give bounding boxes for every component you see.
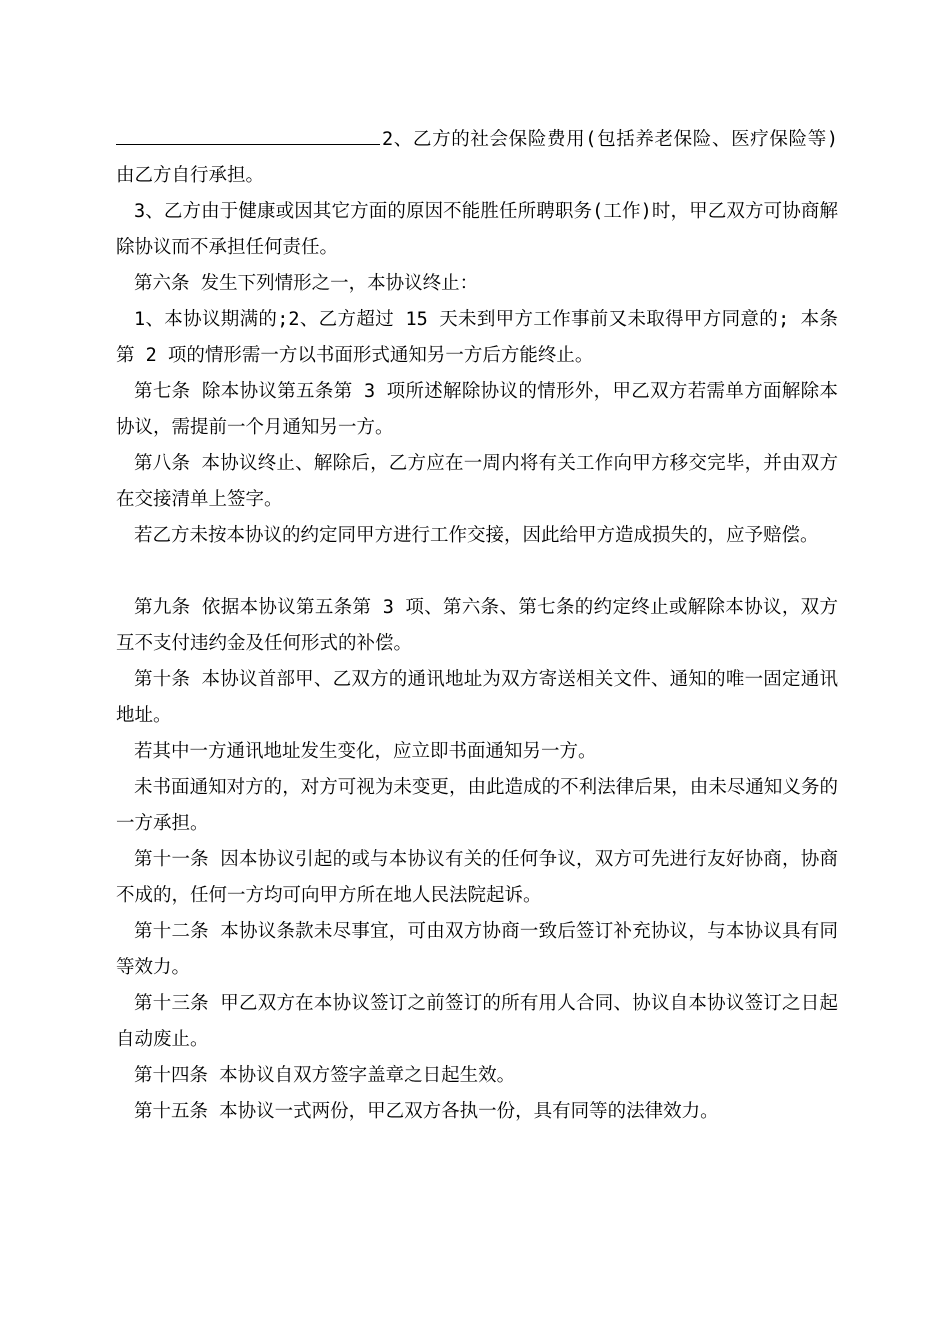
paragraph-text: 2、乙方的社会保险费用(包括养老保险、医疗保险等)由乙方自行承担。: [116, 129, 838, 186]
article-6-items: 1、本协议期满的;2、乙方超过 15 天未到甲方工作事前又未取得甲方同意的; 本条第 2 项的情形需一方以书面形式通知另一方后方能终止。: [116, 309, 838, 366]
article-9: 第九条 依据本协议第五条第 3 项、第六条、第七条的约定终止或解除本协议，双方互不支付违约金及任何形式的补偿。: [116, 597, 838, 654]
article-10-no-notice: 未书面通知对方的，对方可视为未变更，由此造成的不利法律后果，由未尽通知义务的一方承担。: [116, 777, 838, 834]
article-13: 第十三条 甲乙双方在本协议签订之前签订的所有用人合同、协议自本协议签订之日起自动废止。: [116, 993, 838, 1050]
article-15: 第十五条 本协议一式两份，甲乙双方各执一份，具有同等的法律效力。: [134, 1101, 719, 1122]
article-10: 第十条 本协议首部甲、乙双方的通讯地址为双方寄送相关文件、通知的唯一固定通讯地址。: [116, 669, 838, 726]
document-body: [116, 122, 838, 1130]
paragraph-social-insurance: [116, 122, 838, 194]
article-7: 第七条 除本协议第五条第 3 项所述解除协议的情形外，甲乙双方若需单方面解除本协议，需提前一个月通知另一方。: [116, 381, 838, 438]
paragraph-termination-health: 3、乙方由于健康或因其它方面的原因不能胜任所聘职务(工作)时，甲乙双方可协商解除协议而不承担任何责任。: [116, 201, 838, 258]
article-6-heading: 第六条 发生下列情形之一，本协议终止：: [134, 273, 479, 294]
article-11: 第十一条 因本协议引起的或与本协议有关的任何争议，双方可先进行友好协商，协商不成的，任何一方均可向甲方所在地人民法院起诉。: [116, 849, 838, 906]
article-14: 第十四条 本协议自双方签字盖章之日起生效。: [134, 1065, 516, 1086]
article-10-address-change: 若其中一方通讯地址发生变化，应立即书面通知另一方。: [134, 741, 597, 762]
paragraph-spacer: [116, 554, 838, 590]
article-8-compensation: 若乙方未按本协议的约定同甲方进行工作交接，因此给甲方造成损失的，应予赔偿。: [134, 525, 819, 546]
fill-in-blank-line: [116, 126, 380, 145]
article-12: 第十二条 本协议条款未尽事宜，可由双方协商一致后签订补充协议，与本协议具有同等效力。: [116, 921, 838, 978]
article-8: 第八条 本协议终止、解除后，乙方应在一周内将有关工作向甲方移交完毕，并由双方在交接清单上签字。: [116, 453, 838, 510]
